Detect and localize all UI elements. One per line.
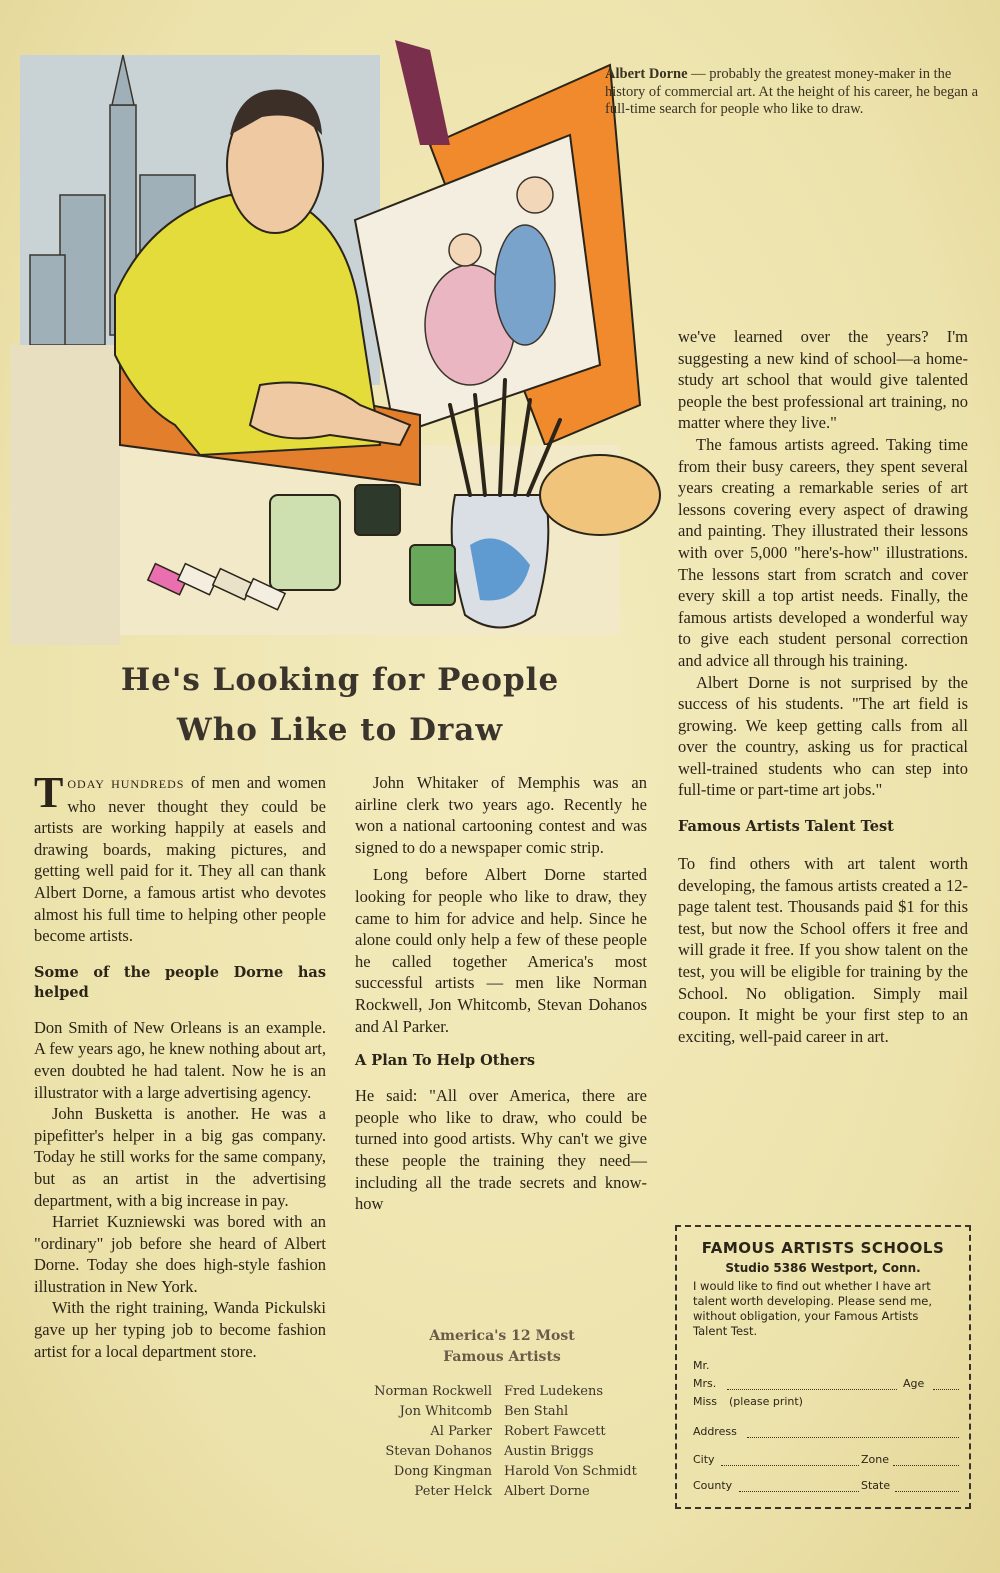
intro-smallcaps: ODAY HUNDREDS <box>67 777 185 791</box>
paragraph: He said: "All over America, there are people who like to draw, who could be turned into good artists. Why can't we give these people the training they need—including all the trade secrets and know-how <box>355 1086 647 1214</box>
artists-title-1: America's 12 Most <box>429 1328 575 1344</box>
artist-row <box>352 1462 652 1482</box>
intro-paragraph <box>34 768 326 947</box>
paragraph: Harriet Kuzniewski was bored with an "ordinary" job before she heard of Albert Dorne. Today she does high-style fashion illustration in New York. <box>34 1212 326 1296</box>
state-input-line[interactable] <box>895 1491 959 1492</box>
subhead-plan: A Plan To Help Others <box>355 1052 536 1070</box>
name-input-line[interactable] <box>727 1389 897 1390</box>
artist-name: Peter Helck <box>414 1484 492 1499</box>
paragraph: John Whitaker of Memphis was an airline clerk two years ago. Recently he won a national cartooning contest and was signed to do a newspaper comic strip. <box>355 773 647 857</box>
artist-name: Jon Whitcomb <box>399 1404 492 1419</box>
field-print-note: (please print) <box>729 1395 803 1408</box>
artists-title-2: Famous Artists <box>443 1349 561 1365</box>
artist-row <box>352 1402 652 1422</box>
paragraph: Don Smith of New Orleans is an example. A few years ago, he knew nothing about art, even doubted he had talent. Now he is an illustrator with a large advertising agency. <box>34 1017 326 1102</box>
coupon-request-text: I would like to find out whether I have art talent worth developing. Please send me, without obligation, your Famous Artists Talent Test. <box>693 1279 933 1338</box>
artist-name: Dong Kingman <box>393 1464 492 1479</box>
headline-line-1: He's Looking for People <box>120 662 560 698</box>
paragraph: To find others with art talent worth developing, the famous artists created a 12-page talent test. Thousands paid $1 for this test, but now the School offers it free and will grade it free. If you show talent on the test, you will be eligible for training by the School. No obligation. Simply mail coupon. It might be your first step to an exciting, well-paid career in art. <box>678 854 968 1046</box>
field-address-label: Address <box>693 1425 737 1438</box>
column-3 <box>678 326 968 1047</box>
address-input-line[interactable] <box>747 1437 959 1438</box>
county-input-line[interactable] <box>739 1491 859 1492</box>
field-mrs-label: Mrs. <box>693 1377 717 1390</box>
paragraph: we've learned over the years? I'm suggesting a new kind of school—a home-study art school that would give talented people the best professional art training, no matter where they live." <box>678 327 968 433</box>
coupon-school-name: FAMOUS ARTISTS SCHOOLS <box>701 1239 945 1257</box>
artist-row <box>352 1482 652 1502</box>
column-1 <box>34 768 326 1362</box>
zone-input-line[interactable] <box>893 1465 959 1466</box>
caption-text: — probably the greatest money-maker in the history of commercial art. At the height of his career, he began a full-time search for people who like to draw. <box>605 66 979 117</box>
age-input-line[interactable] <box>933 1389 959 1390</box>
field-age-label: Age <box>903 1377 925 1390</box>
artist-name: Stevan Dohanos <box>385 1444 492 1459</box>
artist-illustration <box>0 25 670 670</box>
field-zone-label: Zone <box>861 1453 890 1466</box>
famous-artists-list <box>352 1326 652 1502</box>
coupon-studio-address: Studio 5386 Westport, Conn. <box>725 1261 921 1275</box>
illustration-caption <box>605 66 980 119</box>
artist-name: Albert Dorne <box>504 1484 590 1499</box>
subhead-talent-test: Famous Artists Talent Test <box>678 818 894 836</box>
field-city-label: City <box>693 1453 715 1466</box>
paragraph: John Busketta is another. He was a pipefitter's helper in a big gas company. Today he still works for the same company, but as an artist in the advertising department, with a big increase in pay. <box>34 1104 326 1210</box>
paragraph: The famous artists agreed. Taking time from their busy careers, they spent several years creating a remarkable series of art lessons covering every aspect of drawing and painting. They illustrated their lessons with over 5,000 "here's-how" illustrations. The lessons start from scratch and cover every skill a top artist needs. Finally, the famous artists developed a wonderful way to give each student personal correction and advice all through his training. <box>678 434 968 670</box>
intro-text: of men and women who never thought they could be artists are working happily at easels and drawing boards, making pictures, and getting well paid for it. They all can thank Albert Dorne, a famous artist who devotes almost his full time to helping other people become artists. <box>34 773 326 946</box>
artist-row <box>352 1382 652 1402</box>
artist-name: Austin Briggs <box>504 1444 594 1459</box>
artist-row <box>352 1422 652 1442</box>
artist-name: Norman Rockwell <box>374 1384 492 1399</box>
field-county-label: County <box>693 1479 733 1492</box>
artists-table <box>352 1382 652 1502</box>
paragraph: Albert Dorne is not surprised by the success of his students. "The art field is growing. We keep getting calls from all over the country, asking us for practical well-trained students who can step into full-time or part-time art jobs." <box>678 672 968 800</box>
headline-line-2: Who Like to Draw <box>176 712 504 748</box>
artist-row <box>352 1442 652 1462</box>
city-input-line[interactable] <box>721 1465 859 1466</box>
drop-cap: T <box>34 768 64 817</box>
artist-name: Fred Ludekens <box>504 1384 604 1399</box>
paragraph: Long before Albert Dorne started looking for people who like to draw, they came to him for advice and help. Since he alone could only help a few of these people he called together America's most successful artists — men like Norman Rockwell, Jon Whitcomb, Stevan Dohanos and Al Parker. <box>355 865 647 1036</box>
artist-name: Al Parker <box>430 1424 492 1439</box>
subhead-people-helped: Some of the people Dorne has helped <box>34 963 326 1001</box>
field-mr-label: Mr. <box>693 1359 710 1372</box>
headline <box>0 655 680 755</box>
caption-name: Albert Dorne <box>605 66 688 82</box>
mail-coupon[interactable] <box>675 1225 971 1509</box>
paragraph: With the right training, Wanda Pickulski gave up her typing job to become fashion artist for a local department store. <box>34 1298 326 1361</box>
artist-name: Harold Von Schmidt <box>504 1464 637 1479</box>
artist-name: Robert Fawcett <box>504 1424 606 1439</box>
field-state-label: State <box>861 1479 891 1492</box>
field-miss-label: Miss <box>693 1395 718 1408</box>
column-2 <box>355 772 647 1215</box>
artist-name: Ben Stahl <box>504 1404 569 1419</box>
